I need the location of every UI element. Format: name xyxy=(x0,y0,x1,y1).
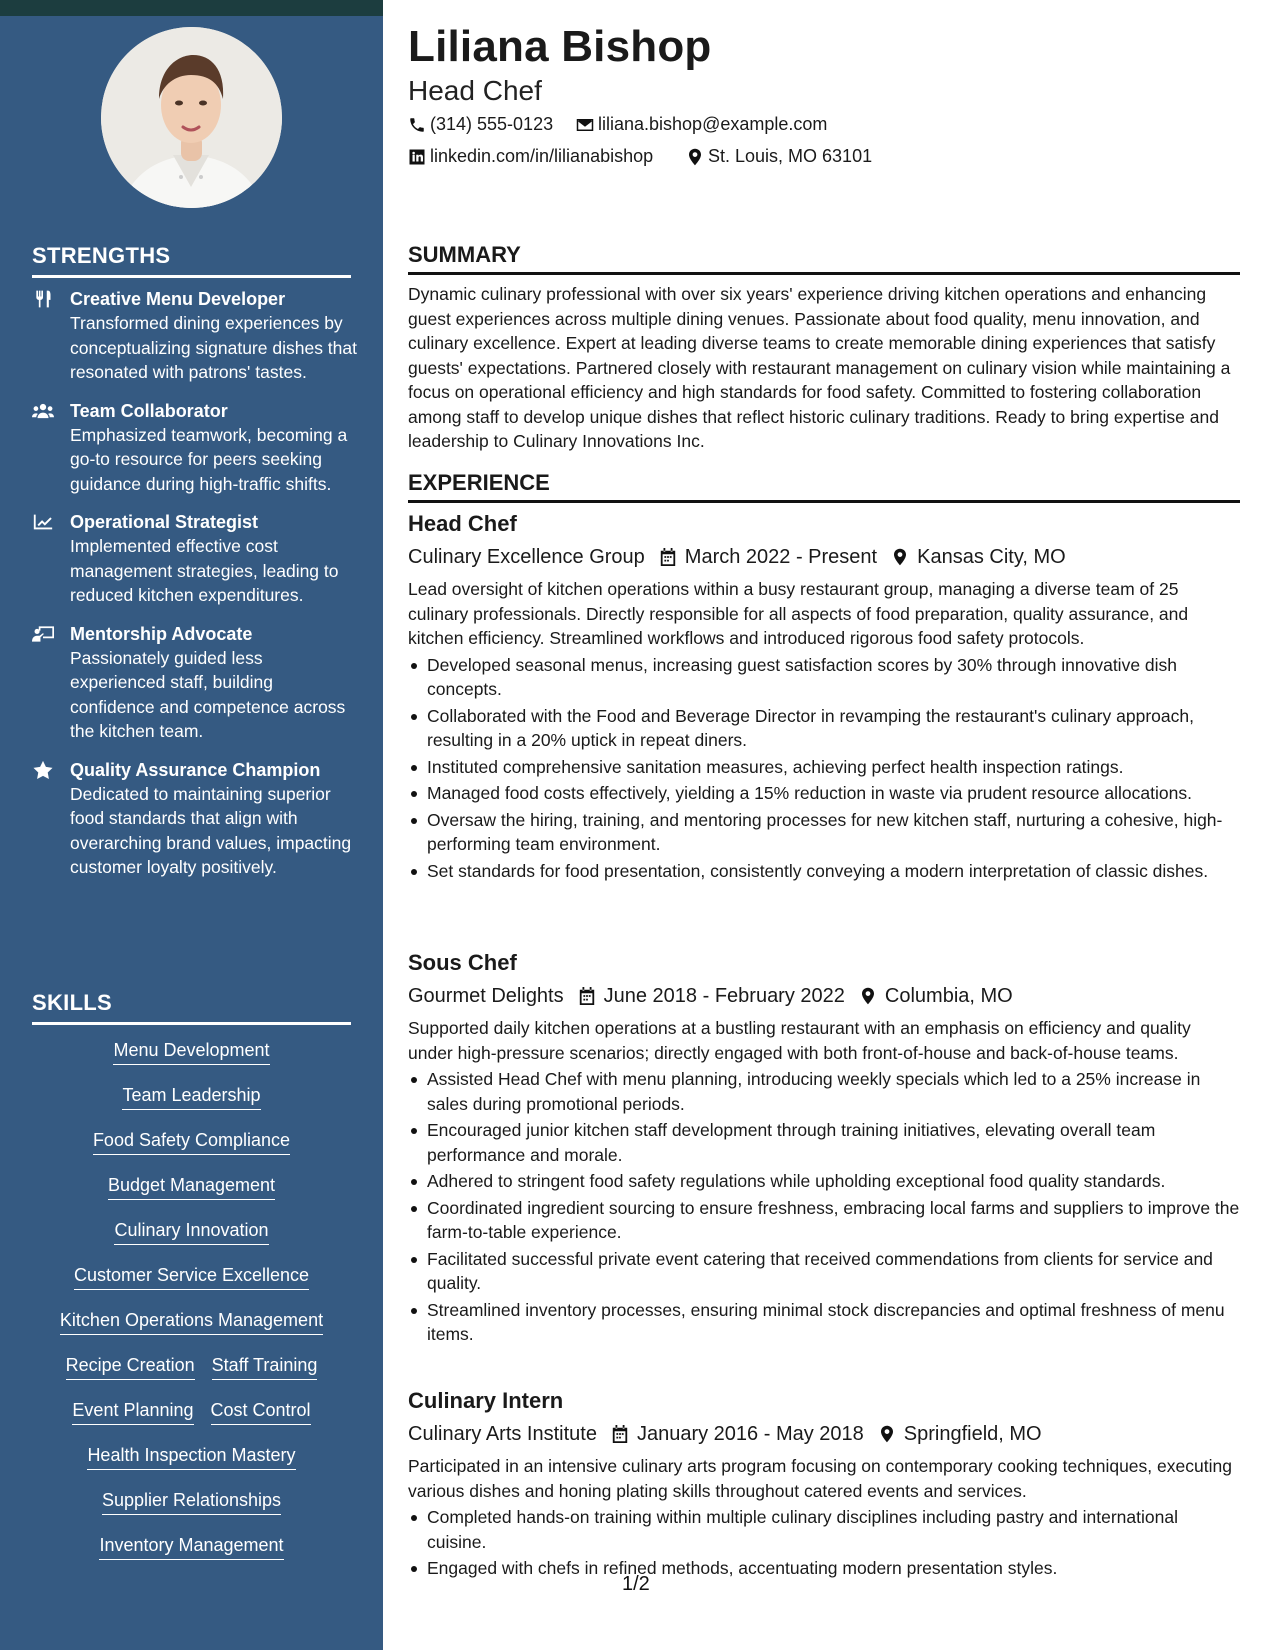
experience-heading: EXPERIENCE xyxy=(408,470,1240,503)
contact-location xyxy=(686,146,872,167)
job-entry xyxy=(408,509,1240,885)
contact-phone xyxy=(408,114,553,135)
job-description: Lead oversight of kitchen operations within a busy restaurant group, managing a diverse team of 25 culinary professionals. Directly responsible for all aspects of food preparation, quality assurance, and kitchen efficiency. Streamlined workflows and introduced rigorous food safety protocols. xyxy=(408,579,1189,648)
job-description: Supported daily kitchen operations at a bustling restaurant with an emphasis on efficiency and quality under high-pressure scenarios; directly engaged with both front-of-house and back-of-house teams. xyxy=(408,1018,1191,1063)
strength-text: Emphasized teamwork, becoming a go-to resource for peers seeking guidance during high-traffic shifts. xyxy=(70,424,348,494)
strength-text: Dedicated to maintaining superior food standards that align with overarching brand values, impacting customer loyalty positively. xyxy=(70,783,352,877)
chalkboard-teacher-icon xyxy=(32,624,54,644)
job-meta xyxy=(408,980,1240,1012)
sidebar xyxy=(0,0,383,1650)
strength-title: Mentorship Advocate xyxy=(70,623,253,644)
utensils-icon xyxy=(32,289,54,309)
job-entry xyxy=(408,948,1240,1349)
strength-item xyxy=(32,287,357,385)
location-text: St. Louis, MO 63101 xyxy=(708,146,873,166)
skill-tag: Event Planning xyxy=(72,1398,193,1425)
phone-icon xyxy=(408,116,426,134)
job-bullet: Assisted Head Chef with menu planning, introducing weekly specials which led to a 25% increase in sales during promotional periods. xyxy=(408,1067,1240,1116)
candidate-name: Liliana Bishop xyxy=(408,22,712,71)
job-bullet: Streamlined inventory processes, ensuring minimal stock discrepancies and optimal freshness of menu items. xyxy=(408,1298,1240,1347)
strengths-list xyxy=(32,287,357,894)
job-title: Sous Chef xyxy=(408,950,517,975)
job-dates: March 2022 - Present xyxy=(684,546,878,568)
job-company: Culinary Excellence Group xyxy=(408,546,645,568)
profile-photo xyxy=(101,27,282,208)
top-band xyxy=(0,0,383,16)
strength-text: Passionately guided less experienced staff, building confidence and competence across the kitchen team. xyxy=(70,647,346,741)
phone-number: (314) 555-0123 xyxy=(430,114,554,134)
job-bullet: Encouraged junior kitchen staff development through training initiatives, elevating overall team performance and morale. xyxy=(408,1118,1240,1167)
skill-tag: Budget Management xyxy=(108,1173,275,1200)
envelope-icon xyxy=(576,116,594,134)
skill-tag: Kitchen Operations Management xyxy=(60,1308,323,1335)
skill-tag: Health Inspection Mastery xyxy=(87,1443,295,1470)
contact-linkedin xyxy=(408,146,653,167)
email-address[interactable]: liliana.bishop@example.com xyxy=(598,114,828,134)
skill-tag: Menu Development xyxy=(113,1038,269,1065)
linkedin-icon xyxy=(408,148,426,166)
job-bullets xyxy=(408,1505,1240,1581)
users-icon xyxy=(32,401,54,421)
strength-text: Implemented effective cost management strategies, leading to reduced kitchen expenditures. xyxy=(70,536,339,605)
strength-item xyxy=(32,758,357,880)
chart-line-icon xyxy=(32,512,54,532)
skill-tag: Team Leadership xyxy=(122,1083,260,1110)
job-entry xyxy=(408,1386,1240,1583)
job-meta xyxy=(408,541,1240,573)
skills-heading: SKILLS xyxy=(32,990,351,1025)
job-bullet: Developed seasonal menus, increasing guest satisfaction scores by 30% through innovative dish concepts. xyxy=(408,653,1240,702)
map-marker-icon xyxy=(878,1424,896,1444)
skill-tag: Supplier Relationships xyxy=(102,1488,281,1515)
skill-tag: Cost Control xyxy=(211,1398,311,1425)
job-title: Culinary Intern xyxy=(408,1388,564,1413)
strength-title: Creative Menu Developer xyxy=(70,289,286,309)
job-bullet: Coordinated ingredient sourcing to ensure freshness, embracing local farms and suppliers to improve the farm-to-table experience. xyxy=(408,1196,1240,1245)
calendar-icon xyxy=(659,547,677,567)
job-bullet: Managed food costs effectively, yielding a 15% reduction in waste via prudent resource allocations. xyxy=(408,781,1240,806)
skill-tag: Culinary Innovation xyxy=(114,1218,268,1245)
job-bullet: Engaged with chefs in refined methods, accentuating modern presentation styles. xyxy=(408,1556,1240,1581)
map-marker-icon xyxy=(686,148,704,166)
map-marker-icon xyxy=(891,547,909,567)
calendar-icon xyxy=(611,1424,629,1444)
strength-text: Transformed dining experiences by conceptualizing signature dishes that resonated with patrons' tastes. xyxy=(70,313,357,382)
job-dates: January 2016 - May 2018 xyxy=(636,1423,864,1445)
job-company: Gourmet Delights xyxy=(408,985,564,1007)
summary-text: Dynamic culinary professional with over six years' experience driving kitchen operations and enhancing guest experiences across multiple dining venues. Passionate about food quality, menu innovation, and culinary excellence. Expert at leading diverse teams to create memorable dining experiences that satisfy guests' expectations. Partnered closely with restaurant management on culinary vision while maintaining a focus on operational efficiency and high standards for food safety. Committed to fostering collaboration among staff to develop unique dishes that reflect historic culinary traditions. Ready to bring expertise and leadership to Culinary Innovations Inc. xyxy=(408,284,1231,451)
strength-title: Team Collaborator xyxy=(70,400,228,421)
strength-item xyxy=(32,399,357,497)
skill-tag: Staff Training xyxy=(212,1353,318,1380)
job-location: Kansas City, MO xyxy=(917,546,1066,568)
skill-tag: Recipe Creation xyxy=(66,1353,195,1380)
star-icon xyxy=(32,760,54,780)
strength-title: Operational Strategist xyxy=(70,512,259,532)
job-company: Culinary Arts Institute xyxy=(408,1423,597,1445)
calendar-icon xyxy=(578,986,596,1006)
skill-tag: Inventory Management xyxy=(99,1533,283,1560)
job-bullets xyxy=(408,653,1240,884)
summary-heading: SUMMARY xyxy=(408,242,1240,275)
strength-title: Quality Assurance Champion xyxy=(70,759,321,780)
candidate-role: Head Chef xyxy=(408,75,542,106)
strength-item xyxy=(32,510,357,608)
skills-list xyxy=(32,1038,351,1578)
job-bullet: Oversaw the hiring, training, and mentoring processes for new kitchen staff, nurturing a cohesive, high-performing team environment. xyxy=(408,808,1240,857)
job-location: Columbia, MO xyxy=(884,985,1013,1007)
map-marker-icon xyxy=(859,986,877,1006)
job-bullet: Set standards for food presentation, consistently conveying a modern interpretation of classic dishes. xyxy=(408,859,1240,884)
job-bullet: Collaborated with the Food and Beverage Director in revamping the restaurant's culinary approach, resulting in a 20% uptick in repeat diners. xyxy=(408,704,1240,753)
page-number: 1/2 xyxy=(622,1573,650,1595)
job-bullet: Completed hands-on training within multiple culinary disciplines including pastry and international cuisine. xyxy=(408,1505,1240,1554)
job-dates: June 2018 - February 2022 xyxy=(603,985,845,1007)
job-description: Participated in an intensive culinary arts program focusing on contemporary cooking techniques, executing various dishes and honing plating skills throughout catered events and services. xyxy=(408,1456,1232,1501)
job-meta xyxy=(408,1418,1240,1450)
strength-item xyxy=(32,622,357,744)
linkedin-url[interactable]: linkedin.com/in/lilianabishop xyxy=(430,146,654,166)
strengths-heading: STRENGTHS xyxy=(32,243,351,278)
skill-tag: Food Safety Compliance xyxy=(93,1128,290,1155)
job-bullet: Facilitated successful private event catering that received commendations from clients for service and quality. xyxy=(408,1247,1240,1296)
job-location: Springfield, MO xyxy=(903,1423,1042,1445)
contact-email xyxy=(576,114,827,135)
job-bullet: Adhered to stringent food safety regulations while upholding exceptional food quality standards. xyxy=(408,1169,1240,1194)
job-bullets xyxy=(408,1067,1240,1347)
job-title: Head Chef xyxy=(408,511,517,536)
job-bullet: Instituted comprehensive sanitation measures, achieving perfect health inspection ratings. xyxy=(408,755,1240,780)
skill-tag: Customer Service Excellence xyxy=(74,1263,309,1290)
